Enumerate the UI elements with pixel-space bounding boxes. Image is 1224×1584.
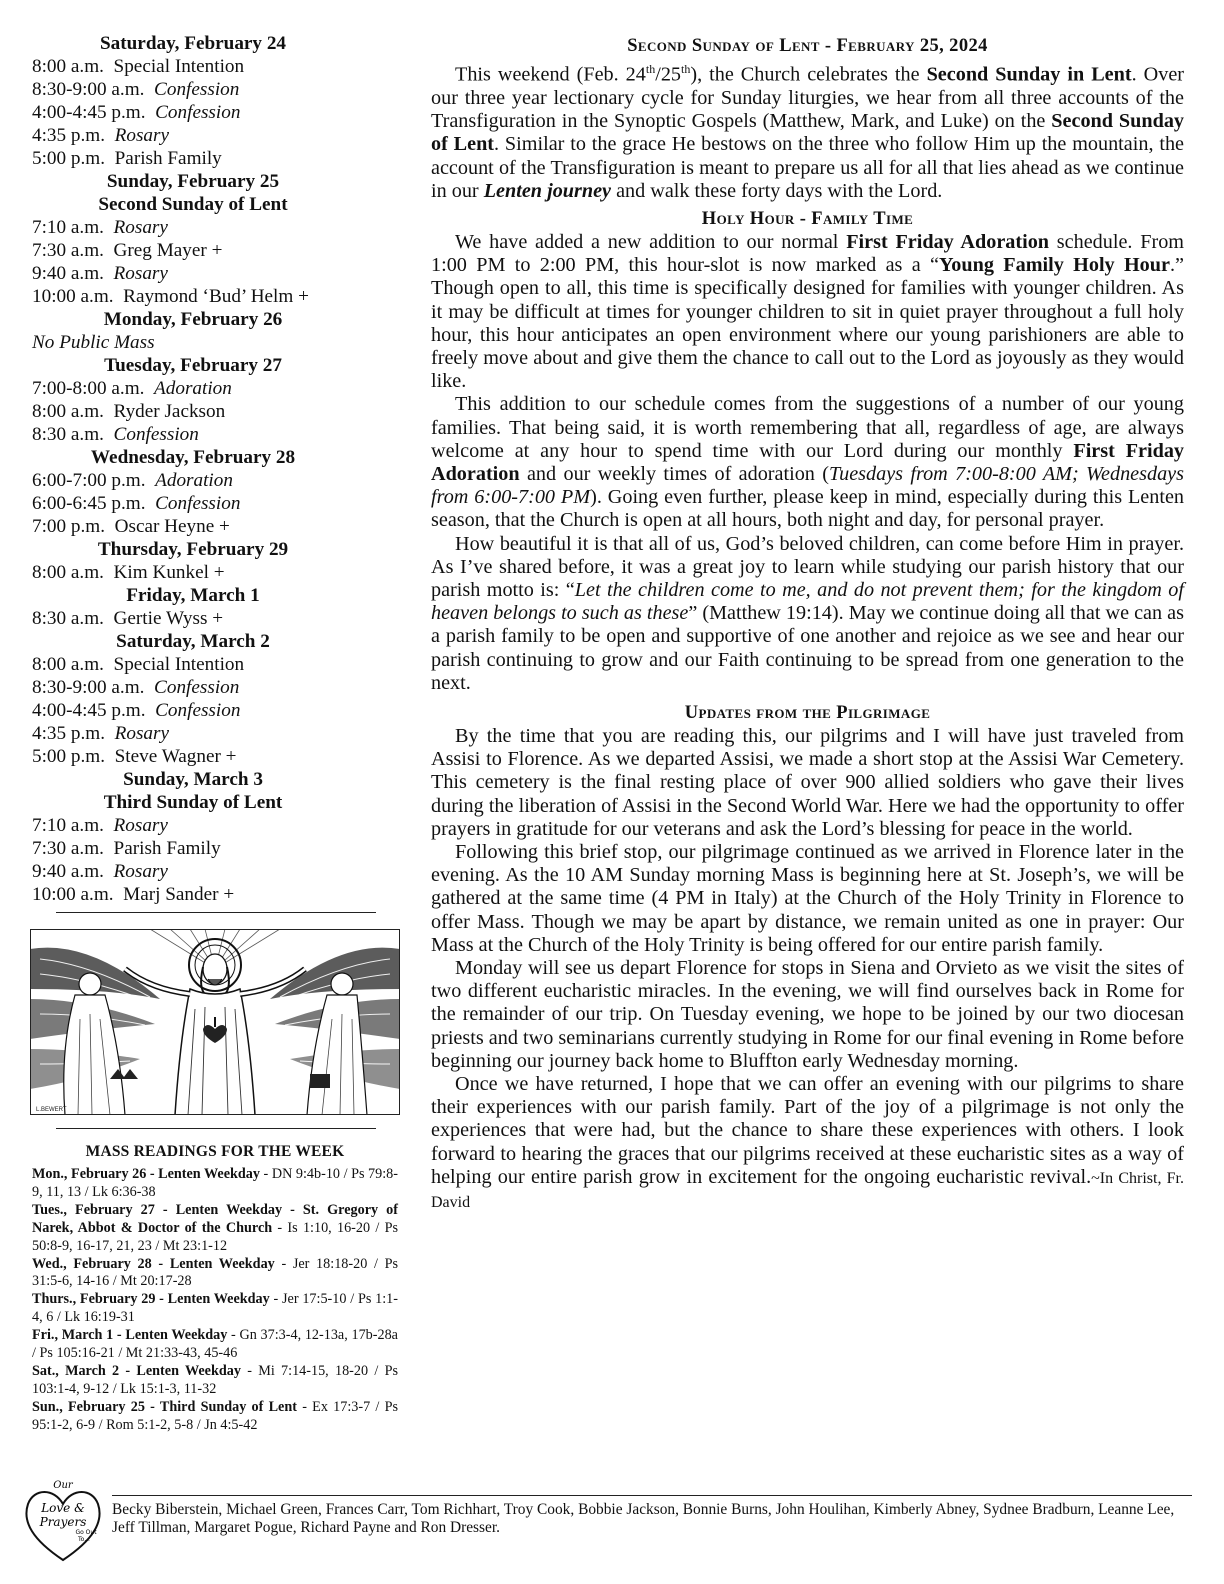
schedule-entry	[32, 653, 400, 676]
reading-references: Jer 18:18-20 / Ps 31:5-6, 14-16 / Mt 20:17-28	[32, 1255, 398, 1290]
schedule-time: 4:00-4:45 p.m.	[32, 700, 146, 721]
reading-day: Mon., February 26 - Lenten Weekday	[32, 1166, 260, 1182]
schedule-intention: Parish Family	[113, 838, 221, 859]
reading-references: Ex 17:3-7 / Ps 95:1-2, 6-9 / Rom 5:1-2, 5-8 / Jn 4:5-42	[32, 1398, 398, 1433]
schedule-day-heading: Third Sunday of Lent	[103, 792, 283, 813]
schedule-time: 9:40 a.m.	[32, 861, 104, 882]
schedule-intention: Rosary	[113, 263, 168, 284]
schedule-time: 8:30-9:00 a.m.	[32, 79, 145, 100]
divider	[56, 1128, 376, 1129]
schedule-intention: Confession	[155, 700, 241, 721]
schedule-entry	[32, 722, 400, 745]
reading-references: DN 9:4b-10 / Ps 79:8-9, 11, 13 / Lk 6:36-38	[32, 1166, 398, 1200]
holy-hour-body	[431, 231, 1184, 695]
schedule-time: 7:30 a.m.	[32, 240, 104, 261]
schedule-intention: Marj Sander +	[123, 884, 235, 905]
schedule-time: 7:00 p.m.	[32, 516, 106, 537]
schedule-day-heading: Sunday, March 3	[123, 769, 263, 790]
schedule-intention: Adoration	[154, 378, 232, 399]
schedule-time: 4:35 p.m.	[32, 723, 106, 744]
schedule-time: 8:30 a.m.	[32, 424, 104, 445]
schedule-intention: Confession	[154, 677, 240, 698]
text-run: Monday will see us depart Florence for stops in Siena and Orvieto as we visit the sites of two different eucharistic miracles. In the evening, we will find ourselves back in Rome for the remainder of our trip. On Tuesday evening, we hope to be joined by our two diocesan priests and two seminarians currently studying in Rome for our final evening in Rome before beginning our journey back home to Bluffton early Wednesday morning.	[431, 957, 1184, 1072]
reading-entry: Thurs., February 29 - Lenten Weekday - Jer 17:5-10 / Ps 1:1-4, 6 / Lk 16:19-31	[32, 1291, 398, 1326]
superscript: th	[645, 62, 656, 76]
schedule-intention: Steve Wagner +	[114, 746, 237, 767]
schedule-time: 8:30 a.m.	[32, 608, 104, 629]
superscript: th	[681, 62, 691, 76]
signature: ~In Christ, Fr. David	[431, 1169, 1184, 1212]
schedule-entry	[32, 883, 400, 906]
schedule-time: 10:00 a.m.	[32, 884, 114, 905]
schedule-day-heading: Saturday, February 24	[99, 33, 287, 54]
reading-day: Fri., March 1 - Lenten Weekday	[32, 1327, 228, 1344]
paragraph	[431, 58, 1184, 203]
logo-text: Prayers	[39, 1515, 87, 1529]
reading-references: Gn 37:3-4, 12-13a, 17b-28a / Ps 105:16-21 / Mt 21:33-43, 45-46	[32, 1327, 398, 1362]
schedule-time: 4:00-4:45 p.m.	[32, 102, 146, 123]
paragraph	[431, 393, 1184, 532]
paragraph	[431, 533, 1184, 695]
reading-entry: Fri., March 1 - Lenten Weekday - Gn 37:3-4, 12-13a, 17b-28a / Ps 105:16-21 / Mt 21:33-43, 45-46	[32, 1327, 398, 1362]
schedule-day-heading: Tuesday, February 27	[104, 355, 282, 376]
schedule-day-heading: Friday, March 1	[126, 585, 260, 606]
text-run: . Over our three year lectionary cycle for Sunday liturgies, we hear from all three accounts of the Transfiguration in the Synoptic Gospels (Matthew, Mark, and Luke) on the	[431, 63, 1184, 133]
text-run: ” (Matthew 19:14). May we continue doing all that we can as a parish family to be open and supportive of one another and rejoice as we see and hear our parish continuing to grow and our Faith continuing to be spread from one generation to the next.	[431, 602, 1184, 694]
schedule-entry	[32, 745, 400, 768]
schedule-entry	[32, 124, 400, 147]
schedule-time: 9:40 a.m.	[32, 263, 104, 284]
text-run: How beautiful it is that all of us, God’s beloved children, can come before Him in prayer. As I’ve shared before, it was a great joy to learn while studying our parish history that our parish motto is: “	[431, 532, 1184, 601]
paragraph	[431, 1073, 1184, 1214]
schedule-intention: Rosary	[114, 723, 169, 744]
schedule-time: 7:30 a.m.	[32, 838, 104, 859]
reading-references: Is 1:10, 16-20 / Ps 50:8-9, 16-17, 21, 23 / Mt 23:1-12	[32, 1219, 398, 1254]
sacred-heart-artwork	[30, 929, 400, 1115]
schedule-entry	[32, 492, 400, 515]
reading-day: Wed., February 28 - Lenten Weekday	[32, 1255, 275, 1272]
schedule-day-heading: Wednesday, February 28	[90, 447, 296, 468]
reading-entry: Sun., February 25 - Third Sunday of Lent - Ex 17:3-7 / Ps 95:1-2, 6-9 / Rom 5:1-2, 5-8 / Jn 4:5-42	[32, 1398, 398, 1433]
reading-entry: Sat., March 2 - Lenten Weekday - Mi 7:14-15, 18-20 / Ps 103:1-4, 9-12 / Lk 15:1-3, 11-32	[32, 1362, 398, 1397]
reading-references: Jer 17:5-10 / Ps 1:1-4, 6 / Lk 16:19-31	[32, 1291, 398, 1326]
schedule-time: 7:00-8:00 a.m.	[32, 378, 145, 399]
footer-divider	[112, 1495, 1192, 1496]
schedule-entry	[32, 147, 400, 170]
emphasis: Second Sunday in Lent	[926, 63, 1132, 86]
emphasis: First Friday Adoration	[431, 439, 1185, 485]
schedule-entry	[32, 285, 400, 308]
mass-schedule	[32, 32, 400, 906]
text-run: and walk these forty days with the Lord.	[611, 179, 943, 202]
love-and-prayers-logo	[18, 1474, 108, 1564]
schedule-entry	[32, 607, 400, 630]
schedule-note: No Public Mass	[32, 332, 155, 353]
mass-readings	[32, 1143, 398, 1435]
emphasis: Lenten journey	[483, 179, 612, 202]
logo-text: Love &	[41, 1501, 85, 1515]
schedule-entry	[32, 239, 400, 262]
schedule-intention: Raymond ‘Bud’ Helm +	[123, 286, 309, 307]
schedule-entry	[32, 101, 400, 124]
schedule-intention: Special Intention	[113, 654, 245, 675]
text-run: By the time that you are reading this, our pilgrims and I will have just traveled from Assisi to Florence. As we departed Assisi, we made a short stop at the Assisi War Cemetery. This cemetery is the final resting place of over 900 allied soldiers who gave their lives during the liberation of Assisi in the Second World War. Here we had the opportunity to offer prayers in gratitude for our veterans and ask the Lord’s blessing for peace in the world.	[431, 725, 1184, 840]
schedule-day-heading: Second Sunday of Lent	[98, 194, 288, 215]
schedule-entry	[32, 515, 400, 538]
reading-day: Sat., March 2 - Lenten Weekday	[32, 1362, 241, 1379]
schedule-intention: Greg Mayer +	[113, 240, 223, 261]
schedule-entry	[32, 216, 400, 239]
schedule-entry	[32, 676, 400, 699]
pastor-column	[431, 34, 1184, 1214]
schedule-intention: Confession	[113, 424, 199, 445]
schedule-entry	[32, 699, 400, 722]
schedule-entry	[32, 262, 400, 285]
paragraph	[431, 231, 1184, 393]
text-run: We have added a new addition to our normal	[455, 230, 847, 253]
text-run: Once we have returned, I hope that we can offer an evening with our pilgrims to share their experiences with our parish family. Part of the joy of a pilgrimage is not only the experiences that were had, but the chance to share these experiences with others. I look forward to hearing the graces that our pilgrims received at these eucharistic sites as a way of helping our entire parish grow in excitement for the ongoing eucharistic revival.	[431, 1073, 1184, 1188]
reading-entry: Tues., February 27 - Lenten Weekday - St. Gregory of Narek, Abbot & Doctor of the Church - Is 1:10, 16-20 / Ps 50:8-9, 16-17, 21, 23 / Mt 23:1-12	[32, 1201, 398, 1254]
schedule-intention: Adoration	[155, 470, 233, 491]
schedule-time: 7:10 a.m.	[32, 217, 104, 238]
schedule-intention: Confession	[154, 79, 240, 100]
article-body	[431, 58, 1184, 203]
divider	[56, 912, 376, 913]
schedule-time: 5:00 p.m.	[32, 746, 106, 767]
schedule-time: 8:30-9:00 a.m.	[32, 677, 145, 698]
schedule-time: 8:00 a.m.	[32, 654, 104, 675]
schedule-intention: Rosary	[113, 217, 168, 238]
schedule-entry	[32, 400, 400, 423]
schedule-time: 10:00 a.m.	[32, 286, 114, 307]
schedule-entry	[32, 837, 400, 860]
schedule-entry	[32, 561, 400, 584]
schedule-intention: Parish Family	[114, 148, 222, 169]
paragraph	[431, 725, 1184, 841]
readings-title: MASS READINGS FOR THE WEEK	[85, 1143, 345, 1160]
reading-entry: Mon., February 26 - Lenten Weekday - DN 9:4b-10 / Ps 79:8-9, 11, 13 / Lk 6:36-38	[32, 1166, 398, 1200]
pilgrimage-title: Updates from the Pilgrimage	[684, 703, 931, 724]
schedule-intention: Confession	[155, 493, 241, 514]
article-title: Second Sunday of Lent - February 25, 2024	[627, 36, 988, 56]
text-run: This weekend (Feb. 24	[455, 63, 646, 86]
reading-day: Tues., February 27 - Lenten Weekday - St. Gregory of Narek, Abbot & Doctor of the Church	[32, 1201, 398, 1236]
logo-text: Go Out	[75, 1529, 97, 1536]
schedule-entry	[32, 423, 400, 446]
emphasis: Let the children come to me, and do not prevent them; for the kingdom of heaven belongs to such as these	[431, 579, 1184, 625]
text-run: .” Though open to all, this time is specifically designed for families with younger children. As it may be difficult at times for younger children to sit in quiet prayer throughout a full holy hour, this hour anticipates an open environment where our young parishioners are able to freely move about and give them the chance to call out to the Lord as joyously as they would like.	[431, 254, 1184, 393]
schedule-time: 8:00 a.m.	[32, 56, 104, 77]
schedule-day-heading: Sunday, February 25	[106, 171, 280, 192]
schedule-intention: Oscar Heyne +	[114, 516, 230, 537]
schedule-intention: Ryder Jackson	[113, 401, 226, 422]
schedule-time: 6:00-7:00 p.m.	[32, 470, 146, 491]
schedule-intention: Rosary	[114, 125, 169, 146]
pilgrimage-body	[431, 725, 1184, 1214]
prayer-list: Becky Biberstein, Michael Green, Frances Carr, Tom Richhart, Troy Cook, Bobbie Jackson, Bonnie Burns, John Houlihan, Kimberly Abney, Sydnee Bradburn, Leanne Lee, Jeff Tillman, Margaret Pogue, Richard Payne and Ron Dresser.	[112, 1501, 1175, 1537]
emphasis: Tuesdays from 7:00-8:00 AM; Wednesdays from 6:00-7:00 PM	[431, 462, 1184, 509]
schedule-time: 7:10 a.m.	[32, 815, 104, 836]
schedule-time: 6:00-6:45 p.m.	[32, 493, 146, 514]
emphasis: Second Sunday of Lent	[431, 110, 1185, 156]
artwork-signature: L.BEWERT	[36, 1107, 67, 1113]
text-run: and our weekly times of adoration (	[519, 462, 829, 485]
emphasis: Young Family Holy Hour	[938, 254, 1170, 277]
text-run: . Similar to the grace He bestows on the three who follow Him up the mountain, the account of the Transfiguration is meant to prepare us all for all that lies ahead as we continue in our	[431, 133, 1184, 202]
text-run: This addition to our schedule comes from the suggestions of a number of our young families. That being said, it is worth remembering that all, regardless of age, are always welcome at any hour to spend time with our Lord during our monthly	[431, 393, 1184, 462]
schedule-entry	[32, 814, 400, 837]
schedule-intention: Gertie Wyss +	[113, 608, 224, 629]
schedule-day-heading: Saturday, March 2	[116, 631, 270, 652]
emphasis: First Friday Adoration	[846, 230, 1050, 253]
schedule-day-heading: Monday, February 26	[103, 309, 283, 330]
reading-references: Mi 7:14-15, 18-20 / Ps 103:1-4, 9-12 / Lk 15:1-3, 11-32	[32, 1362, 398, 1397]
schedule-entry	[32, 860, 400, 883]
text-run: /25	[655, 63, 682, 86]
schedule-time: 5:00 p.m.	[32, 148, 106, 169]
paragraph	[431, 957, 1184, 1073]
logo-text: Our	[53, 1480, 73, 1491]
schedule-intention: Rosary	[113, 861, 168, 882]
schedule-intention: Confession	[155, 102, 241, 123]
logo-text: To...	[78, 1536, 90, 1543]
schedule-intention: Special Intention	[113, 56, 245, 77]
schedule-entry	[32, 78, 400, 101]
schedule-intention: Kim Kunkel +	[113, 562, 225, 583]
holy-hour-title: Holy Hour - Family Time	[701, 208, 914, 229]
reading-day: Thurs., February 29 - Lenten Weekday	[32, 1291, 270, 1308]
schedule-intention: Rosary	[113, 815, 168, 836]
reading-entry: Wed., February 28 - Lenten Weekday - Jer 18:18-20 / Ps 31:5-6, 14-16 / Mt 20:17-28	[32, 1255, 398, 1290]
schedule-time: 4:35 p.m.	[32, 125, 106, 146]
schedule-day-heading: Thursday, February 29	[97, 539, 289, 560]
schedule-entry	[32, 55, 400, 78]
schedule-time: 8:00 a.m.	[32, 562, 104, 583]
text-run: schedule. From 1:00 PM to 2:00 PM, this hour-slot is now marked as a “	[431, 230, 1184, 277]
reading-day: Sun., February 25 - Third Sunday of Lent	[32, 1398, 297, 1415]
text-run: Following this brief stop, our pilgrimage continued as we arrived in Florence later in the evening. As the 10 AM Sunday morning Mass is beginning here at St. Joseph’s, we will be gathered at the same time (4 PM in Italy) at the Church of the Holy Trinity in Florence to offer Mass. Though we may be apart by distance, we remain united as one in prayer: Our Mass at the Church of the Holy Trinity is being offered for our entire parish family.	[431, 841, 1184, 956]
text-run: ). Going even further, please keep in mind, especially during this Lenten season, that the Church is open at all hours, both night and day, for personal prayer.	[431, 486, 1184, 532]
schedule-entry	[32, 377, 400, 400]
paragraph	[431, 841, 1184, 957]
text-run: ), the Church celebrates the	[690, 63, 927, 86]
schedule-entry	[32, 469, 400, 492]
schedule-time: 8:00 a.m.	[32, 401, 104, 422]
